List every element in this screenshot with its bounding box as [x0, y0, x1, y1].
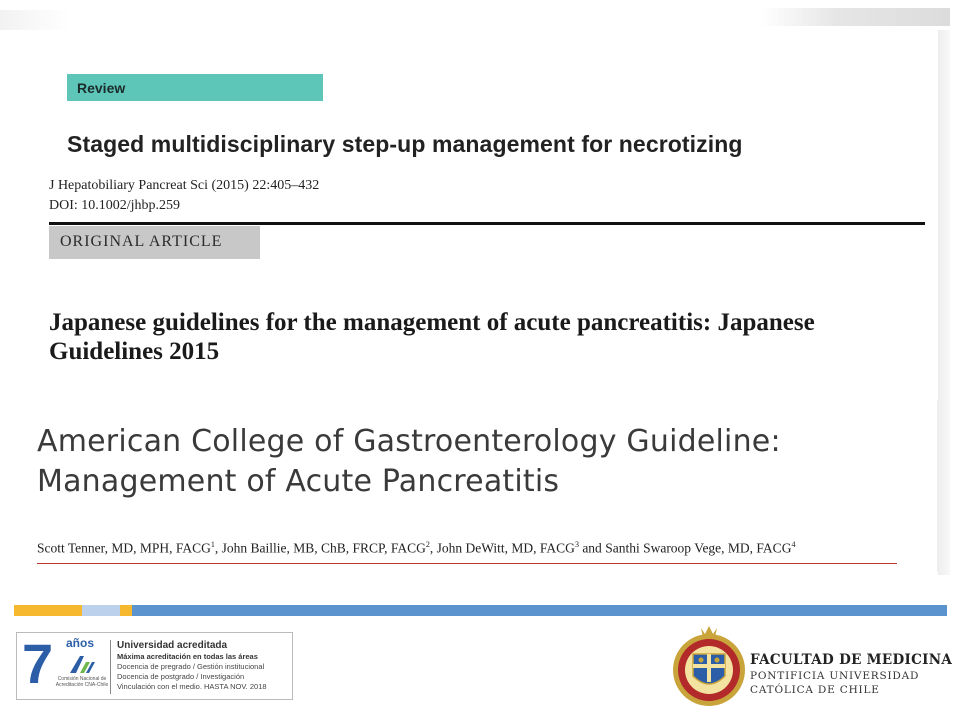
- top-left-shadow: [0, 10, 70, 30]
- title-line-1: American College of Gastroenterology Guideline:: [37, 424, 781, 459]
- author-underline-rule: [37, 563, 897, 564]
- faculty-heading: FACULTAD DE MEDICINA: [750, 652, 953, 668]
- accreditation-years-word: años: [66, 636, 95, 650]
- right-edge-shadow: [938, 30, 950, 575]
- author-affiliation: 2: [425, 540, 430, 549]
- author-affiliation: 3: [574, 540, 579, 549]
- accreditation-heading: Universidad acreditada: [117, 640, 228, 651]
- author-separator: and: [578, 540, 606, 556]
- university-name-line2: CATÓLICA DE CHILE: [750, 684, 880, 696]
- article-title-japanese-guidelines: [49, 308, 929, 366]
- accreditation-years-number: 7: [22, 632, 54, 695]
- top-right-shadow: [760, 8, 950, 26]
- original-article-tag: ORIGINAL ARTICLE: [49, 226, 260, 259]
- author-name: Santhi Swaroop Vege, MD, FACG: [605, 540, 792, 556]
- accreditation-line: Docencia de postgrado / Investigación: [117, 672, 245, 681]
- footer-bar-blue: [132, 605, 947, 616]
- university-seal-icon: [671, 624, 747, 714]
- title-line-2: Management of Acute Pancreatitis: [37, 464, 560, 499]
- title-line-2: Guidelines 2015: [49, 338, 220, 365]
- author-name: John Baillie, MB, ChB, FRCP, FACG: [221, 540, 426, 556]
- author-separator: ,: [429, 540, 437, 556]
- accreditation-text: [117, 639, 267, 692]
- university-name-line1: PONTIFICIA UNIVERSIDAD: [750, 670, 920, 682]
- author-name: John DeWitt, MD, FACG: [436, 540, 575, 556]
- journal-citation: J Hepatobiliary Pancreat Sci (2015) 22:405–432: [49, 178, 320, 193]
- article-title-staged-management: Staged multidisciplinary step-up management for necrotizing: [67, 131, 743, 157]
- cna-logo-icon: [68, 654, 96, 674]
- accreditation-divider: [110, 640, 111, 694]
- author-affiliation: 1: [210, 540, 215, 549]
- doi: DOI: 10.1002/jhbp.259: [49, 198, 181, 213]
- citation-block: [49, 176, 319, 216]
- author-list: [37, 540, 795, 557]
- faculty-text: [750, 652, 952, 697]
- accreditation-line: Vinculación con el medio. HASTA NOV. 2018: [117, 682, 267, 691]
- divider-rule: [49, 222, 925, 225]
- footer-bar-yellow: [14, 605, 82, 616]
- article-title-acg-guideline: [37, 422, 781, 502]
- accreditation-line: Docencia de pregrado / Gestión institucional: [117, 662, 265, 671]
- author-affiliation: 4: [791, 540, 796, 549]
- author-separator: ,: [214, 540, 222, 556]
- footer-bar-yellow-small: [120, 605, 132, 616]
- author-name: Scott Tenner, MD, MPH, FACG: [37, 540, 211, 556]
- accreditation-agency: Comisión Nacional de Acreditación CNA-Chile: [55, 676, 109, 688]
- footer-bar-light-blue: [82, 605, 120, 616]
- review-tag: Review: [67, 74, 323, 101]
- accreditation-subheading: Máxima acreditación en todas las áreas: [117, 652, 258, 661]
- title-line-1: Japanese guidelines for the management of acute pancreatitis: Japanese: [49, 309, 815, 336]
